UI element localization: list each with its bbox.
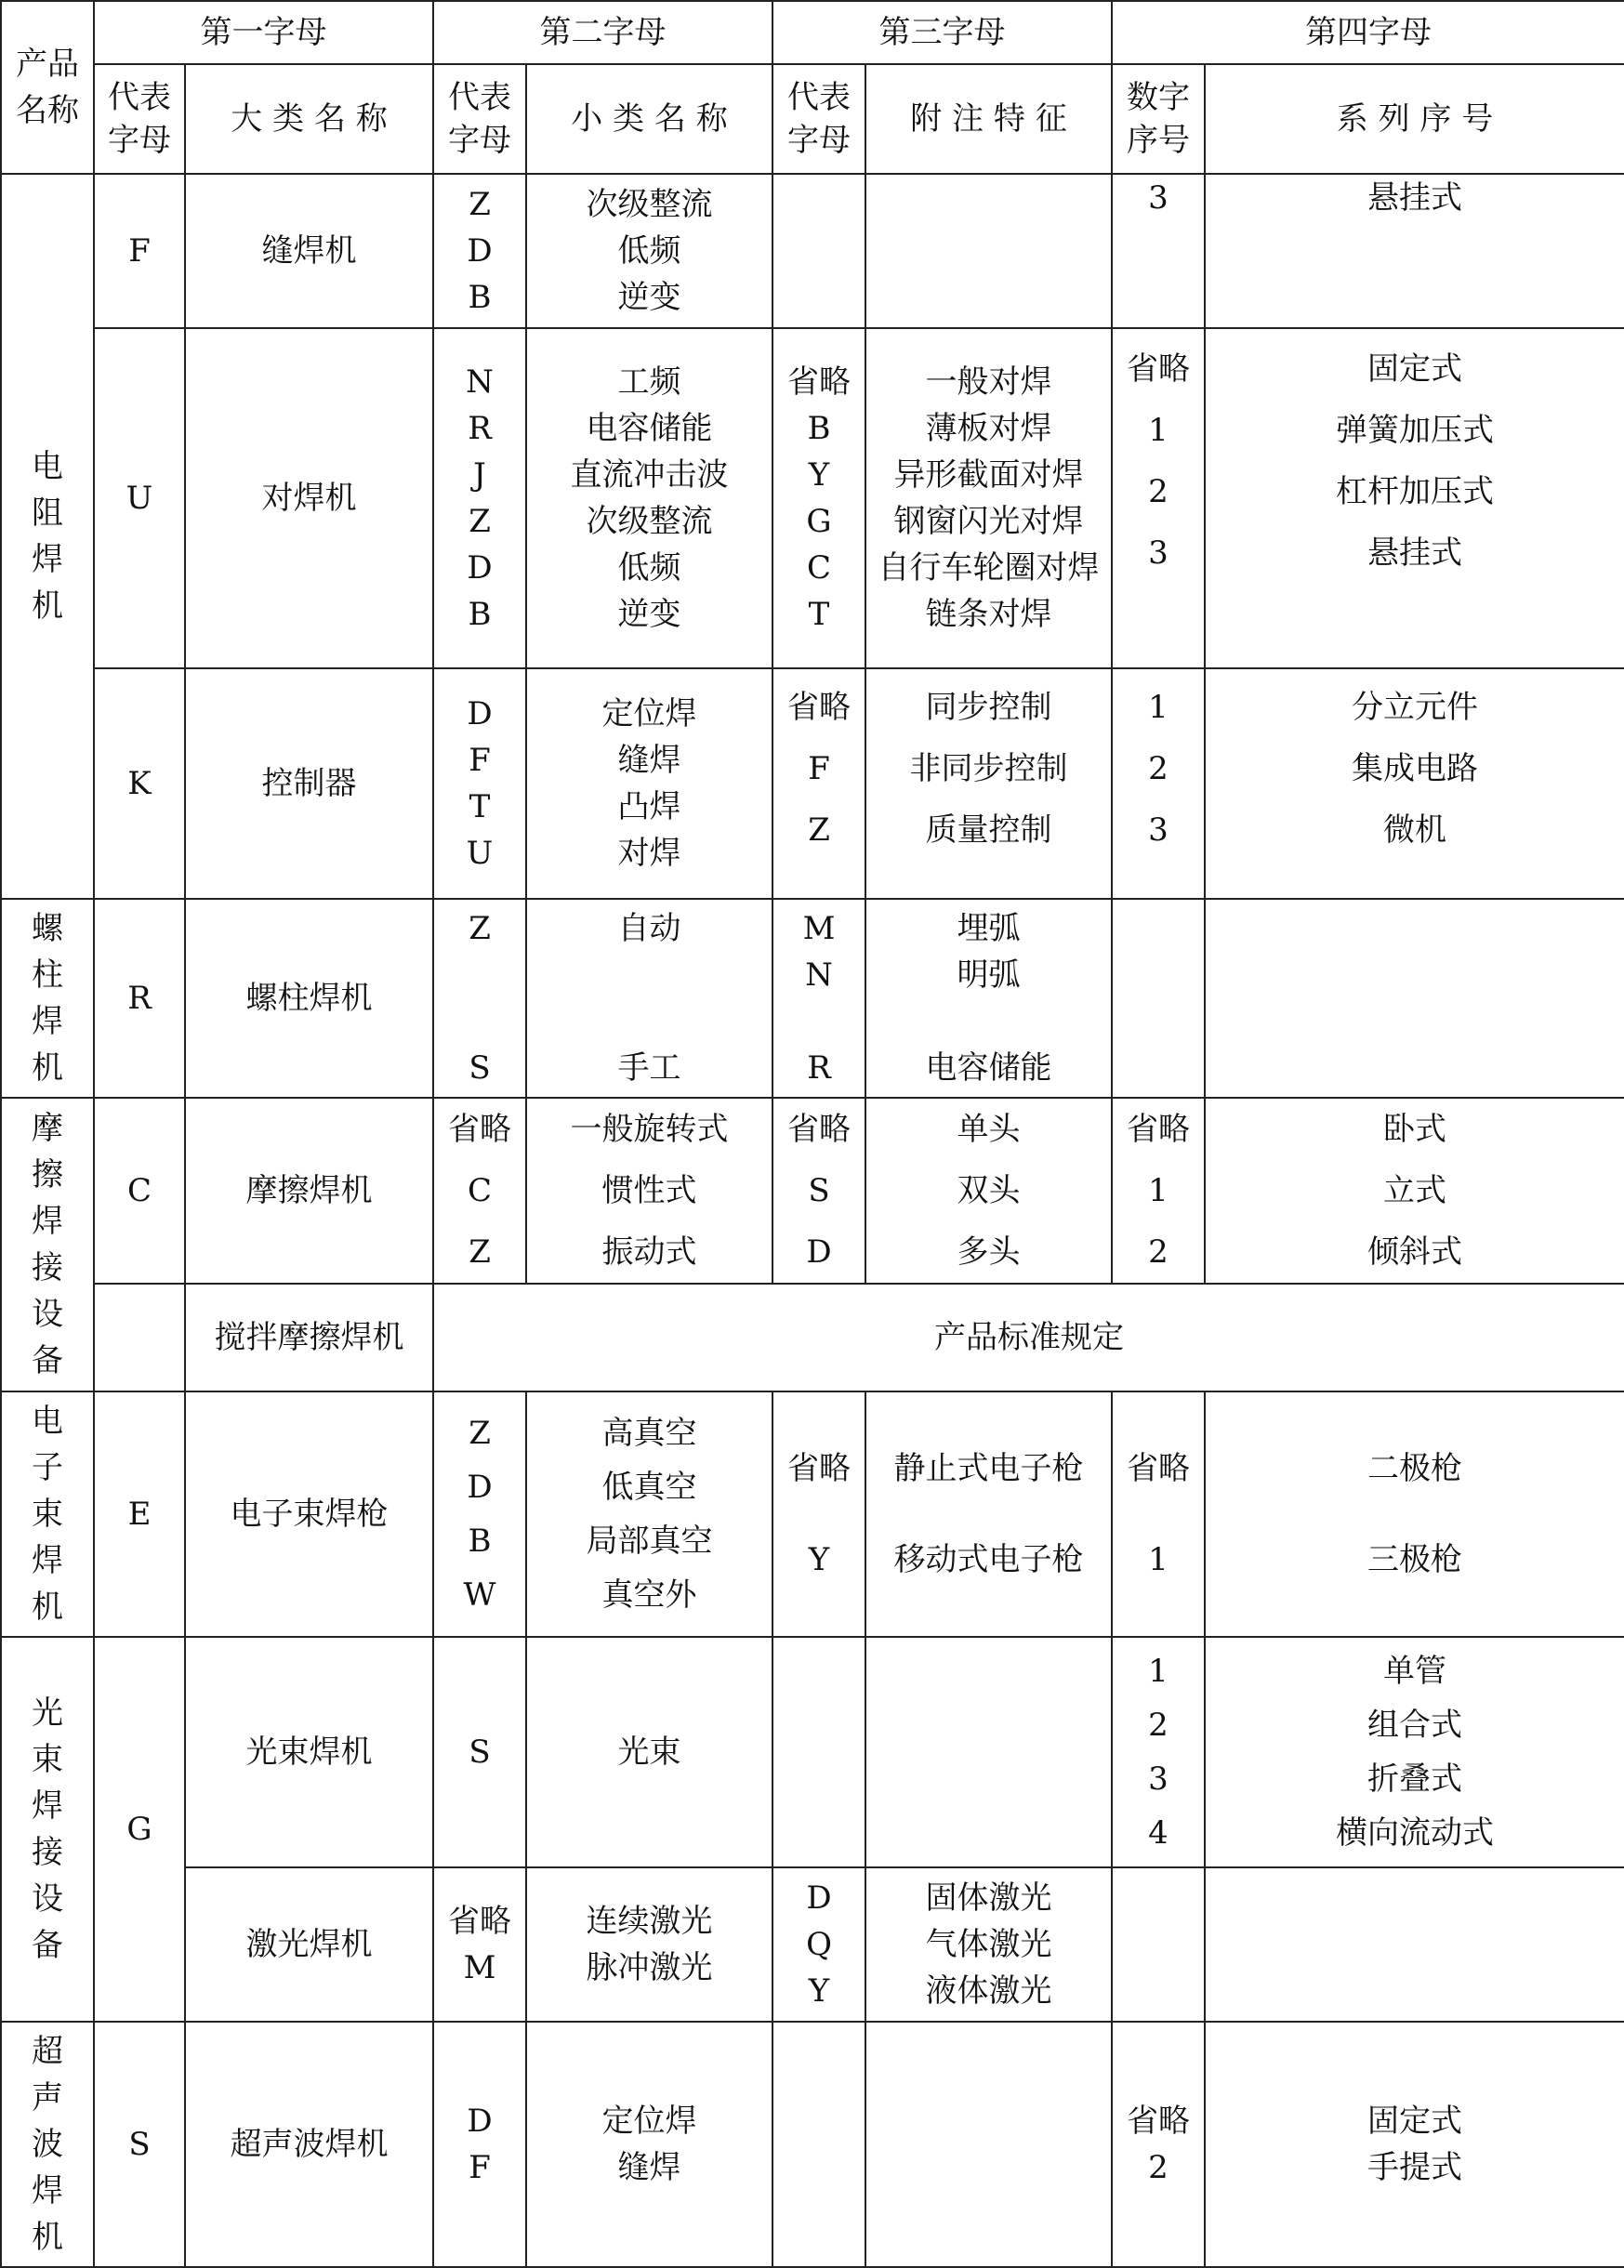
header-third-letter: 第三字母 (772, 1, 1112, 64)
table-row (1, 1637, 1624, 1867)
cell-feature (865, 1637, 1112, 1867)
product-label: 摩擦焊接设备 (32, 1110, 63, 1379)
header-digit-seq: 数字 序号 (1112, 64, 1205, 174)
cell-letter2: D F T U (433, 668, 526, 899)
table-row (1, 668, 1624, 899)
product-label: 电阻焊机 (32, 448, 63, 625)
cell-letter1 (94, 1284, 185, 1391)
cell-digit: 省略 1 2 (1112, 1098, 1205, 1284)
cell-minor: 次级整流 低频 逆变 (526, 174, 772, 328)
cell-letter3: 省略 F Z (772, 668, 865, 899)
cell-letter2: D F (433, 2022, 526, 2267)
cell-letter1: S (94, 2022, 185, 2267)
cell-digit: 1 2 3 (1112, 668, 1205, 899)
cell-feature (865, 2022, 1112, 2267)
cell-letter1: F (94, 174, 185, 328)
cell-major: 搅拌摩擦焊机 (185, 1284, 433, 1391)
product-cell-beam (1, 1637, 94, 2022)
cell-letter1: R (94, 899, 185, 1098)
product-label: 超声波焊机 (32, 2033, 63, 2256)
cell-digit: 省略 1 (1112, 1391, 1205, 1637)
cell-letter3 (772, 174, 865, 328)
cell-series (1205, 899, 1624, 1098)
header-rep-letter-3: 代表 字母 (772, 64, 865, 174)
cell-digit: 省略 2 (1112, 2022, 1205, 2267)
cell-minor: 高真空 低真空 局部真空 真空外 (526, 1391, 772, 1637)
cell-letter1: G (94, 1637, 185, 2022)
cell-letter3: 省略 B Y G C T (772, 328, 865, 668)
cell-feature (865, 174, 1112, 328)
cell-letter3: 省略 Y (772, 1391, 865, 1637)
cell-minor: 工频 电容储能 直流冲击波 次级整流 低频 逆变 (526, 328, 772, 668)
cell-major: 激光焊机 (185, 1867, 433, 2022)
product-cell-stud (1, 899, 94, 1098)
cell-letter3: 省略 S D (772, 1098, 865, 1284)
cell-minor: 定位焊 缝焊 凸焊 对焊 (526, 668, 772, 899)
header-second-letter: 第二字母 (433, 1, 772, 64)
cell-letter3 (772, 1637, 865, 1867)
cell-feature: 单头 双头 多头 (865, 1098, 1112, 1284)
cell-letter2: 省略 M (433, 1867, 526, 2022)
cell-letter1: U (94, 328, 185, 668)
cell-feature: 一般对焊 薄板对焊 异形截面对焊 钢窗闪光对焊 自行车轮圈对焊 链条对焊 (865, 328, 1112, 668)
header-fourth-letter: 第四字母 (1112, 1, 1624, 64)
table-row (1, 174, 1624, 328)
cell-letter3 (772, 2022, 865, 2267)
product-label: 电子束焊机 (32, 1403, 63, 1626)
cell-letter2: Z S (433, 899, 526, 1098)
cell-digit: 3 (1112, 174, 1205, 328)
header-minor-class: 小 类 名 称 (526, 64, 772, 174)
table-row (1, 328, 1624, 668)
cell-major: 缝焊机 (185, 174, 433, 328)
cell-minor: 一般旋转式 惯性式 振动式 (526, 1098, 772, 1284)
cell-series: 单管 组合式 折叠式 横向流动式 (1205, 1637, 1624, 1867)
cell-major: 超声波焊机 (185, 2022, 433, 2267)
cell-feature: 固体激光 气体激光 液体激光 (865, 1867, 1112, 2022)
product-label: 光束焊接设备 (32, 1694, 63, 1964)
cell-major: 控制器 (185, 668, 433, 899)
cell-digit (1112, 1867, 1205, 2022)
product-cell-ultrasonic (1, 2022, 94, 2267)
table-row (1, 1098, 1624, 1284)
table-row (1, 1867, 1624, 2022)
cell-series (1205, 1867, 1624, 2022)
cell-major: 光束焊机 (185, 1637, 433, 1867)
table-row (1, 1284, 1624, 1391)
cell-letter2: Z D B (433, 174, 526, 328)
product-label: 螺柱焊机 (32, 910, 63, 1087)
cell-major: 螺柱焊机 (185, 899, 433, 1098)
cell-minor: 定位焊 缝焊 (526, 2022, 772, 2267)
cell-digit: 省略 1 2 3 (1112, 328, 1205, 668)
cell-major: 电子束焊枪 (185, 1391, 433, 1637)
cell-series: 二极枪 三极枪 (1205, 1391, 1624, 1637)
cell-major: 对焊机 (185, 328, 433, 668)
cell-series: 固定式 弹簧加压式 杠杆加压式 悬挂式 (1205, 328, 1624, 668)
header-first-letter: 第一字母 (94, 1, 433, 64)
table-row (1, 1391, 1624, 1637)
cell-letter2: Z D B W (433, 1391, 526, 1637)
table-row (1, 899, 1624, 1098)
cell-series: 固定式 手提式 (1205, 2022, 1624, 2267)
product-cell-friction (1, 1098, 94, 1391)
cell-letter1: C (94, 1098, 185, 1284)
header-note-feature: 附 注 特 征 (865, 64, 1112, 174)
cell-feature: 静止式电子枪 移动式电子枪 (865, 1391, 1112, 1637)
header-product-name: 产品 名称 (1, 1, 94, 174)
cell-digit: 1 2 3 4 (1112, 1637, 1205, 1867)
cell-letter1: K (94, 668, 185, 899)
cell-letter1: E (94, 1391, 185, 1637)
cell-series: 卧式 立式 倾斜式 (1205, 1098, 1624, 1284)
cell-series: 分立元件 集成电路 微机 (1205, 668, 1624, 899)
cell-minor: 连续激光 脉冲激光 (526, 1867, 772, 2022)
cell-series: 悬挂式 (1205, 174, 1624, 328)
cell-letter3: M N R (772, 899, 865, 1098)
header-rep-letter-2: 代表 字母 (433, 64, 526, 174)
cell-minor: 光束 (526, 1637, 772, 1867)
header-major-class: 大 类 名 称 (185, 64, 433, 174)
header-rep-letter: 代表 字母 (94, 64, 185, 174)
cell-major: 摩擦焊机 (185, 1098, 433, 1284)
cell-letter3: D Q Y (772, 1867, 865, 2022)
cell-minor: 自动 手工 (526, 899, 772, 1098)
cell-standard-note: 产品标准规定 (433, 1284, 1624, 1391)
product-cell-ebeam (1, 1391, 94, 1637)
cell-letter2: 省略 C Z (433, 1098, 526, 1284)
cell-digit (1112, 899, 1205, 1098)
header-series-seq: 系 列 序 号 (1205, 64, 1624, 174)
product-cell-resistance (1, 174, 94, 899)
cell-letter2: N R J Z D B (433, 328, 526, 668)
table-row (1, 2022, 1624, 2267)
cell-feature: 同步控制 非同步控制 质量控制 (865, 668, 1112, 899)
cell-feature: 埋弧 明弧 电容储能 (865, 899, 1112, 1098)
cell-letter2: S (433, 1637, 526, 1867)
